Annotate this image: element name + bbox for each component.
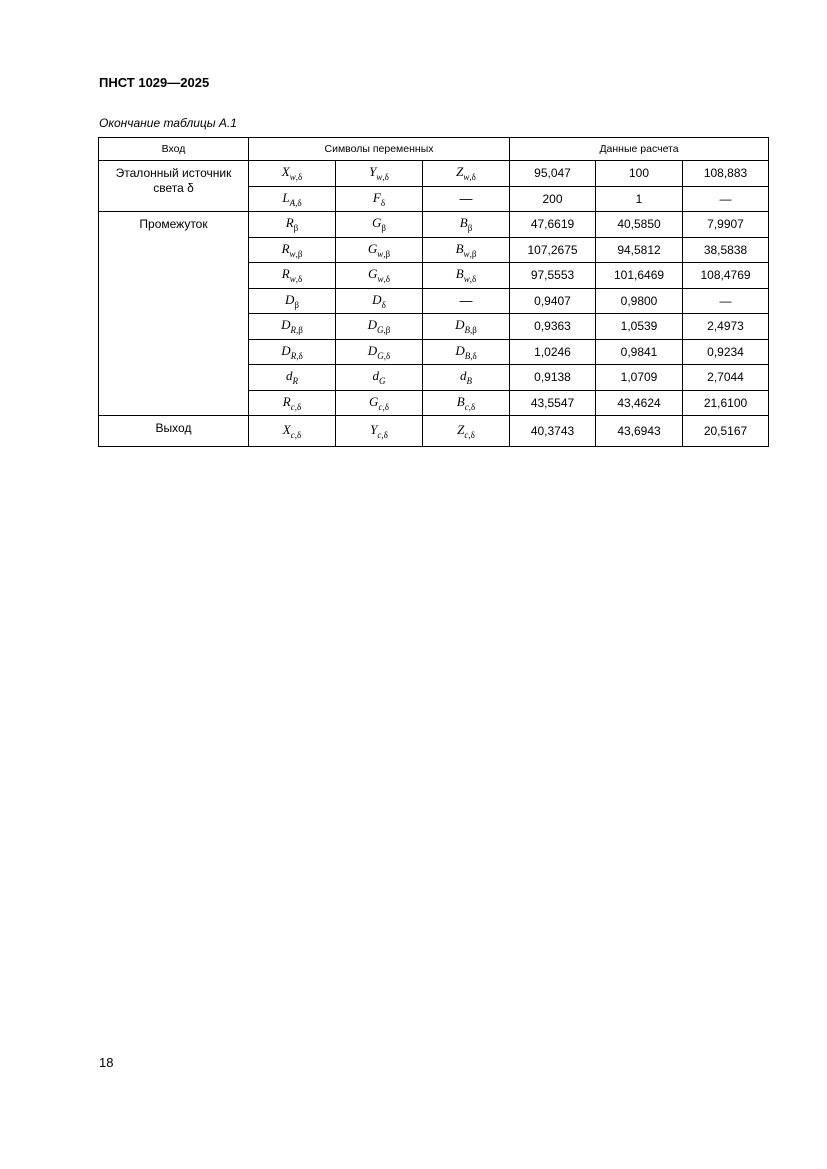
variable-symbol [455, 317, 477, 336]
value-cell: 40,3743 [510, 416, 596, 447]
variable-symbol [285, 215, 299, 234]
symbol-cell [423, 339, 510, 365]
value-cell: 1 [596, 186, 683, 212]
symbol-subscript: β [294, 299, 299, 310]
variable-symbol [460, 293, 473, 308]
symbol-subscript: R,δ [290, 350, 303, 361]
group-label-output: Выход [99, 416, 249, 447]
group-label-reference: Эталонный источник света δ [99, 161, 249, 212]
value-cell: 97,5553 [510, 263, 596, 289]
symbol-subscript: B,δ [464, 350, 477, 361]
value-cell: 95,047 [510, 161, 596, 187]
symbol-subscript: B [466, 376, 472, 387]
variable-symbol [285, 291, 299, 310]
symbol-base: R [281, 240, 290, 256]
symbol-cell [423, 390, 510, 416]
symbol-base: Z [456, 164, 464, 180]
variable-symbol [455, 342, 477, 361]
symbol-base: D [367, 342, 378, 358]
symbol-subscript: w,β [289, 248, 303, 259]
variable-symbol [455, 266, 477, 285]
symbol-subscript: R [292, 376, 298, 387]
symbol-cell [423, 161, 510, 187]
symbol-cell [423, 314, 510, 340]
header-symbols: Символы переменных [249, 138, 510, 161]
variable-symbol [281, 164, 303, 183]
value-cell: 7,9907 [683, 212, 769, 238]
symbol-cell [249, 212, 336, 238]
value-cell: 101,6469 [596, 263, 683, 289]
symbol-subscript: c,δ [378, 401, 389, 412]
symbol-base: B [455, 240, 464, 256]
calculation-table [98, 137, 769, 447]
table-row [99, 212, 769, 238]
symbol-subscript: G [379, 376, 386, 387]
symbol-base: G [372, 215, 382, 231]
symbol-cell [336, 212, 423, 238]
symbol-subscript: w,δ [377, 274, 390, 285]
symbol-subscript: A,δ [289, 197, 302, 208]
symbol-subscript: G,δ [377, 350, 391, 361]
value-cell: 1,0539 [596, 314, 683, 340]
symbol-base: X [281, 164, 290, 180]
symbol-cell [249, 186, 336, 212]
symbol-cell [423, 288, 510, 314]
variable-symbol [455, 240, 477, 259]
symbol-cell [249, 161, 336, 187]
symbol-base: B [456, 393, 465, 409]
symbol-base: Y [370, 421, 378, 437]
symbol-cell [249, 339, 336, 365]
symbol-base: R [285, 215, 294, 231]
symbol-base: L [282, 189, 290, 205]
symbol-cell [423, 237, 510, 263]
symbol-cell [423, 416, 510, 447]
symbol-cell [423, 212, 510, 238]
symbol-subscript: w,δ [376, 172, 389, 183]
symbol-subscript: c,δ [464, 429, 475, 440]
symbol-cell [423, 365, 510, 391]
value-cell: 43,5547 [510, 390, 596, 416]
symbol-base: R [282, 393, 291, 409]
symbol-cell [249, 237, 336, 263]
symbol-cell [336, 365, 423, 391]
page-number: 18 [99, 1055, 114, 1070]
header-data: Данные расчета [510, 138, 769, 161]
symbol-cell [423, 186, 510, 212]
variable-symbol [460, 191, 473, 206]
header-input: Вход [99, 138, 249, 161]
value-cell: 0,9407 [510, 288, 596, 314]
value-cell: 2,7044 [683, 365, 769, 391]
variable-symbol [282, 421, 302, 440]
symbol-subscript: w,β [377, 248, 391, 259]
variable-symbol [281, 240, 303, 259]
symbol-base: D [455, 317, 465, 333]
symbol-subscript: β [467, 223, 473, 234]
variable-symbol [281, 342, 303, 361]
symbol-cell [249, 416, 336, 447]
value-cell: 108,883 [683, 161, 769, 187]
table-caption: Окончание таблицы А.1 [99, 116, 237, 130]
variable-symbol [282, 393, 302, 412]
variable-symbol [372, 215, 386, 234]
variable-symbol [367, 317, 391, 336]
symbol-subscript: G,β [377, 325, 391, 336]
symbol-base: Y [369, 164, 377, 180]
symbol-base: X [282, 421, 291, 437]
symbol-subscript: δ [380, 197, 386, 208]
symbol-base: d [286, 368, 293, 384]
symbol-base: d [372, 368, 379, 384]
value-cell: 200 [510, 186, 596, 212]
value-cell: 1,0709 [596, 365, 683, 391]
value-cell: 100 [596, 161, 683, 187]
variable-symbol [367, 342, 391, 361]
symbol-subscript: β [381, 223, 386, 234]
symbol-subscript: c,δ [290, 401, 302, 412]
value-cell: 47,6619 [510, 212, 596, 238]
symbol-cell [249, 288, 336, 314]
value-cell: 21,6100 [683, 390, 769, 416]
symbol-base: G [368, 266, 378, 282]
symbol-subscript: β [293, 223, 299, 234]
symbol-cell [249, 314, 336, 340]
table-row [99, 161, 769, 187]
value-cell: 20,5167 [683, 416, 769, 447]
variable-symbol [281, 317, 303, 336]
symbol-subscript: w,δ [289, 274, 303, 285]
symbol-base: G [367, 240, 378, 256]
symbol-cell [336, 263, 423, 289]
symbol-subscript: w,δ [463, 172, 476, 183]
variable-symbol [457, 421, 475, 440]
symbol-subscript: c,δ [377, 429, 388, 440]
symbol-base: F [372, 189, 381, 205]
value-cell: 0,9138 [510, 365, 596, 391]
symbol-cell [336, 186, 423, 212]
symbol-base: — [459, 293, 473, 309]
symbol-base: d [460, 368, 467, 384]
symbol-base: D [285, 291, 295, 307]
value-cell: 43,4624 [596, 390, 683, 416]
symbol-base: D [281, 317, 291, 333]
symbol-subscript: δ [381, 299, 386, 310]
variable-symbol [370, 421, 388, 440]
value-cell: — [683, 288, 769, 314]
document-id-header: ПНСТ 1029—2025 [99, 75, 210, 90]
symbol-base: D [281, 342, 291, 358]
symbol-base: Z [457, 421, 465, 437]
symbol-subscript: w,β [463, 248, 477, 259]
variable-symbol [367, 240, 391, 259]
symbol-cell [336, 237, 423, 263]
variable-symbol [368, 266, 390, 285]
variable-symbol [459, 215, 473, 234]
symbol-base: B [455, 266, 464, 282]
symbol-base: — [459, 191, 473, 207]
symbol-cell [336, 288, 423, 314]
symbol-base: D [455, 342, 465, 358]
value-cell: 94,5812 [596, 237, 683, 263]
value-cell: 38,5838 [683, 237, 769, 263]
symbol-cell [423, 263, 510, 289]
value-cell: 0,9800 [596, 288, 683, 314]
symbol-subscript: w,δ [463, 274, 477, 285]
symbol-base: D [372, 291, 382, 307]
table-row [99, 416, 769, 447]
symbol-cell [336, 416, 423, 447]
value-cell: — [683, 186, 769, 212]
symbol-cell [249, 390, 336, 416]
symbol-base: B [459, 215, 468, 231]
value-cell: 40,5850 [596, 212, 683, 238]
value-cell: 2,4973 [683, 314, 769, 340]
value-cell: 0,9363 [510, 314, 596, 340]
value-cell: 43,6943 [596, 416, 683, 447]
symbol-subscript: B,β [464, 325, 477, 336]
symbol-base: R [281, 266, 290, 282]
value-cell: 108,4769 [683, 263, 769, 289]
symbol-subscript: w,δ [289, 172, 303, 183]
variable-symbol [372, 291, 386, 310]
symbol-cell [336, 161, 423, 187]
variable-symbol [372, 189, 386, 208]
variable-symbol [282, 189, 302, 208]
symbol-base: D [367, 317, 378, 333]
symbol-base: G [369, 393, 379, 409]
value-cell: 0,9841 [596, 339, 683, 365]
symbol-subscript: c,δ [464, 401, 476, 412]
symbol-cell [336, 314, 423, 340]
symbol-cell [336, 390, 423, 416]
symbol-cell [249, 365, 336, 391]
group-label-intermediate: Промежуток [99, 212, 249, 416]
symbol-cell [336, 339, 423, 365]
variable-symbol [286, 368, 298, 387]
value-cell: 0,9234 [683, 339, 769, 365]
variable-symbol [369, 164, 389, 183]
variable-symbol [369, 393, 389, 412]
variable-symbol [281, 266, 303, 285]
table-header-row [99, 138, 769, 161]
variable-symbol [460, 368, 472, 387]
value-cell: 1,0246 [510, 339, 596, 365]
value-cell: 107,2675 [510, 237, 596, 263]
symbol-subscript: R,β [290, 325, 303, 336]
symbol-subscript: c,δ [290, 429, 302, 440]
variable-symbol [372, 368, 386, 387]
symbol-cell [249, 263, 336, 289]
variable-symbol [456, 164, 476, 183]
variable-symbol [456, 393, 476, 412]
